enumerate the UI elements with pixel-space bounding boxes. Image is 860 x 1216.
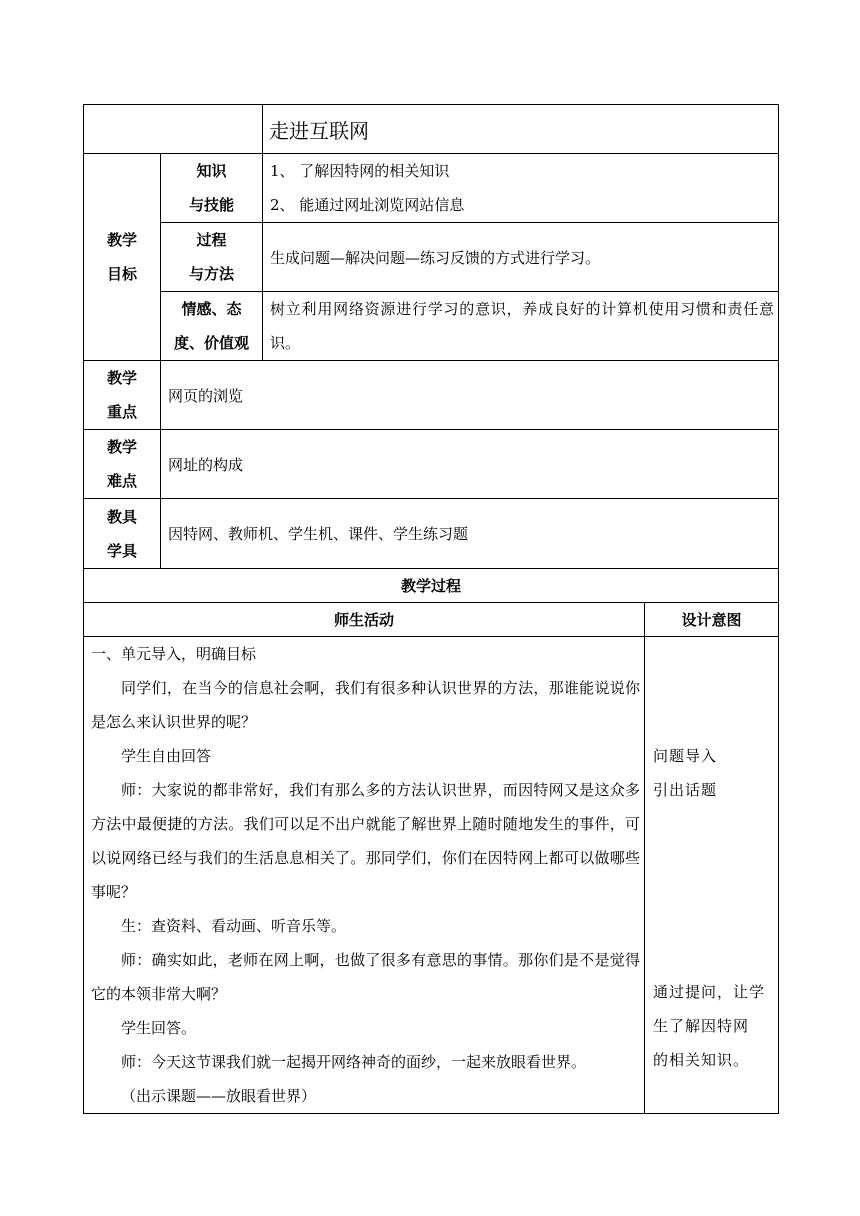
intent-line: 通过提问，让学 [653, 983, 766, 1001]
process-label: 过程 与方法 [161, 223, 263, 292]
objective-process-row [84, 223, 779, 292]
lesson-title: 走进互联网 [263, 105, 779, 154]
process-header-row [84, 569, 779, 603]
difficulty-row [84, 430, 779, 499]
key-point-content: 网页的浏览 [161, 361, 779, 430]
key-point-row [84, 361, 779, 430]
emotion-content: 树立利用网络资源进行学习的意识，养成良好的计算机使用习惯和责任意识。 [263, 292, 779, 361]
tools-content: 因特网、教师机、学生机、课件、学生练习题 [161, 499, 779, 569]
tools-row [84, 499, 779, 569]
difficulty-content: 网址的构成 [161, 430, 779, 499]
objective-emotion-row [84, 292, 779, 361]
process-header: 教学过程 [84, 569, 779, 603]
title-blank-cell [84, 105, 263, 154]
difficulty-label: 教学 难点 [84, 430, 161, 499]
activity-paragraph: 生：查资料、看动画、听音乐等。 [121, 917, 347, 935]
column-header-row [84, 603, 779, 637]
activity-paragraph: 师：确实如此，老师在网上啊，也做了很多有意思的事情。那你们是不是觉得它的本领非常大啊？ [91, 951, 640, 1003]
process-content: 生成问题—解决问题—练习反馈的方式进行学习。 [263, 223, 779, 292]
activity-paragraph: （出示课题——放眼看世界） [121, 1087, 317, 1105]
title-row [84, 105, 779, 154]
knowledge-content [263, 154, 779, 223]
activity-paragraph: 同学们，在当今的信息社会啊，我们有很多种认识世界的方法，那谁能说说你是怎么来认识世界的呢？ [91, 679, 640, 731]
tools-label: 教具 学具 [84, 499, 161, 569]
knowledge-item: 1、 了解因特网的相关知识 [270, 162, 450, 180]
activity-content [84, 637, 645, 1114]
lesson-plan-table [83, 104, 779, 1114]
intent-line: 问题导入 [653, 747, 718, 765]
intent-line: 的相关知识。 [653, 1051, 750, 1069]
intent-line: 引出话题 [653, 781, 718, 799]
knowledge-item: 2、 能通过网址浏览网站信息 [270, 196, 465, 214]
activity-paragraph: 师：大家说的都非常好，我们有那么多的方法认识世界，而因特网又是这众多方法中最便捷的方法。我们可以足不出户就能了解世界上随时随地发生的事件，可以说网络已经与我们的生活息息相关了。那同学们，你们在因特网上都可以做哪些事呢？ [91, 781, 640, 901]
objective-knowledge-row [84, 154, 779, 223]
key-point-label: 教学 重点 [84, 361, 161, 430]
intent-column-header: 设计意图 [645, 603, 779, 637]
knowledge-label: 知识 与技能 [161, 154, 263, 223]
activity-paragraph: 学生回答。 [121, 1019, 197, 1037]
intent-line: 生了解因特网 [653, 1017, 750, 1035]
activity-column-header: 师生活动 [84, 603, 645, 637]
activity-paragraph: 师：今天这节课我们就一起揭开网络神奇的面纱，一起来放眼看世界。 [121, 1053, 587, 1071]
objectives-label: 教学 目标 [84, 154, 161, 361]
activity-paragraph: 学生自由回答 [121, 747, 212, 765]
emotion-label: 情感、态 度、价值观 [161, 292, 263, 361]
intent-content [645, 637, 779, 1114]
activity-paragraph: 一、单元导入，明确目标 [91, 645, 257, 663]
activity-body-row [84, 637, 779, 1114]
